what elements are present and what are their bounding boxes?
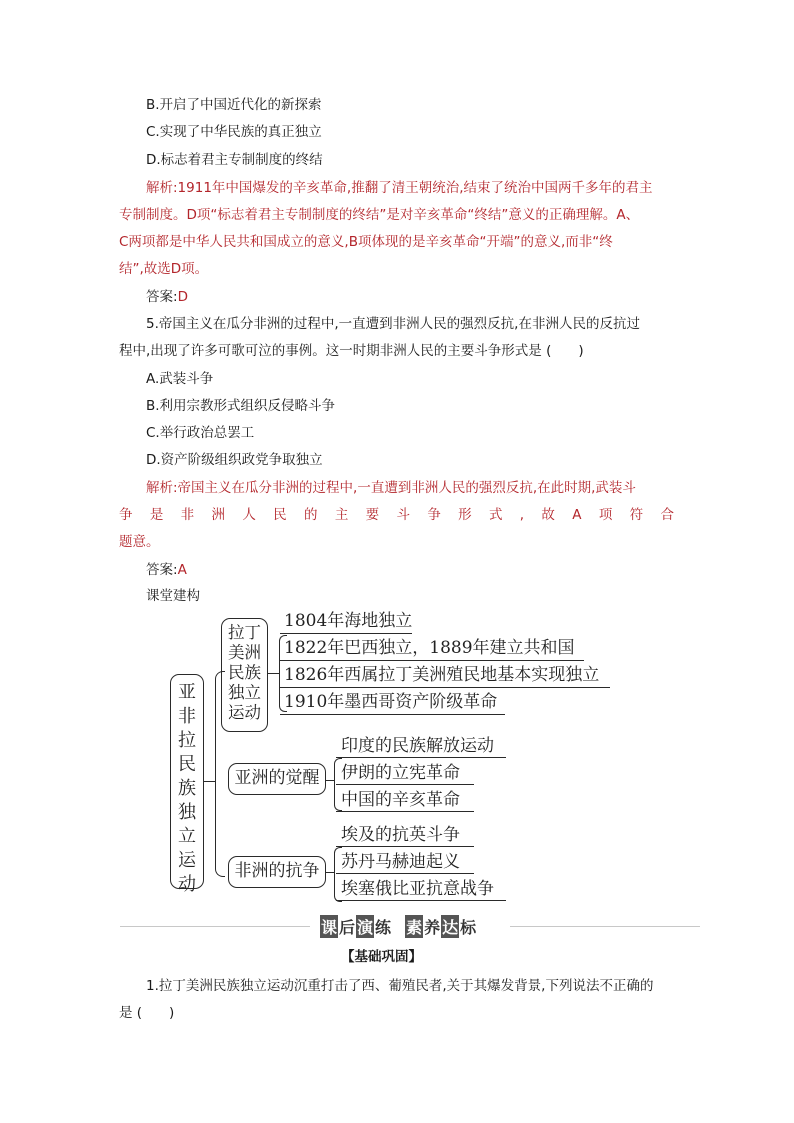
b1-underline-4 — [280, 714, 505, 715]
b1-underline-2 — [280, 660, 584, 661]
q5-analysis-line-2: 争是非洲人民的主要斗争形式,故A项符合 — [119, 507, 674, 523]
b2-underline-2 — [336, 784, 474, 785]
branch-asia: 亚洲的觉醒 — [228, 763, 326, 795]
q5-analysis-line-3: 题意。 — [119, 534, 160, 550]
q5-option-b: B.利用宗教形式组织反侵略斗争 — [146, 398, 336, 414]
root-node: 亚非拉民族独立运动 — [170, 674, 204, 889]
q5-stem-line-1: 5.帝国主义在瓜分非洲的过程中,一直遭到非洲人民的强烈反抗,在非洲人民的反抗过 — [146, 316, 640, 332]
b3-item-2: 苏丹马赫迪起义 — [341, 852, 460, 872]
banner-char-8: 标 — [460, 918, 477, 937]
b2-item-3: 中国的辛亥革命 — [341, 790, 460, 810]
section-title: 课堂建构 — [146, 588, 200, 604]
q4-option-d: D.标志着君主专制制度的终结 — [146, 152, 323, 168]
q4-option-c: C.实现了中华民族的真正独立 — [146, 124, 322, 140]
b1-item-4: 1910年墨西哥资产阶级革命 — [284, 692, 498, 712]
q5-option-c: C.举行政治总罢工 — [146, 425, 255, 441]
branch-latin-america: 拉丁美洲民族独立运动 — [221, 618, 268, 732]
banner-char-7: 达 — [441, 915, 459, 938]
q5-answer — [146, 561, 187, 579]
q5-option-d: D.资产阶级组织政党争取独立 — [146, 452, 323, 468]
banner-rule-right — [510, 926, 700, 927]
b2-item-2: 伊朗的立宪革命 — [341, 763, 460, 783]
branch-africa: 非洲的抗争 — [228, 856, 326, 888]
practice-heading: 【基础巩固】 — [341, 949, 422, 965]
q5-answer-value: A — [177, 562, 187, 578]
banner-char-2: 后 — [339, 918, 356, 937]
b2-item-1: 印度的民族解放运动 — [341, 736, 494, 756]
b2-underline-3 — [336, 811, 474, 812]
b3-item-3: 埃塞俄比亚抗意战争 — [341, 879, 494, 899]
b3-underline-2 — [336, 873, 474, 874]
b1-underline-3 — [280, 687, 610, 688]
q4-analysis-line-2: 专制制度。D项“标志着君主专制制度的终结”是对辛亥革命“终结”意义的正确理解。A、 — [119, 207, 640, 223]
q4-answer — [146, 288, 188, 306]
b1-item-1: 1804年海地独立 — [284, 611, 413, 631]
q4-option-b: B.开启了中国近代化的新探索 — [146, 97, 322, 113]
section-banner — [320, 915, 476, 938]
q4-answer-value: D — [177, 289, 188, 305]
q4-answer-label: 答案: — [146, 289, 178, 305]
q5-answer-label: 答案: — [146, 562, 178, 578]
b3-underline-3 — [336, 900, 506, 901]
banner-char-4: 练 — [375, 918, 392, 937]
q5-analysis-line-1: 解析:帝国主义在瓜分非洲的过程中,一直遭到非洲人民的强烈反抗,在此时期,武装斗 — [146, 480, 636, 496]
b1-item-2: 1822年巴西独立，1889年建立共和国 — [284, 638, 575, 658]
b3-underline-1 — [336, 846, 474, 847]
b2-underline-1 — [336, 757, 506, 758]
q4-analysis-text-1: 解析:1911年中国爆发的辛亥革命,推翻了清王朝统治,结束了统治中国两千多年的君主 — [146, 180, 653, 196]
b1-underline-1 — [280, 633, 412, 634]
banner-char-1: 课 — [320, 915, 338, 938]
banner-rule-left — [120, 926, 310, 927]
banner-char-6: 养 — [424, 918, 441, 937]
b1-item-3: 1826年西属拉丁美洲殖民地基本实现独立 — [284, 665, 600, 685]
q4-analysis-line-1 — [146, 179, 653, 197]
practice-q1-line-2: 是 ( ) — [119, 1005, 175, 1021]
q5-stem-line-2: 程中,出现了许多可歌可泣的事例。这一时期非洲人民的主要斗争形式是 ( ) — [119, 343, 584, 359]
q4-analysis-line-3: C两项都是中华人民共和国成立的意义,B项体现的是辛亥革命“开端”的意义,而非“终 — [119, 234, 613, 250]
q5-option-a: A.武装斗争 — [146, 371, 214, 387]
q4-analysis-line-4: 结”,故选D项。 — [119, 261, 209, 277]
banner-char-5: 素 — [405, 915, 423, 938]
banner-char-3: 演 — [356, 915, 374, 938]
practice-q1-line-1: 1.拉丁美洲民族独立运动沉重打击了西、葡殖民者,关于其爆发背景,下列说法不正确的 — [146, 978, 654, 994]
b3-item-1: 埃及的抗英斗争 — [341, 825, 460, 845]
